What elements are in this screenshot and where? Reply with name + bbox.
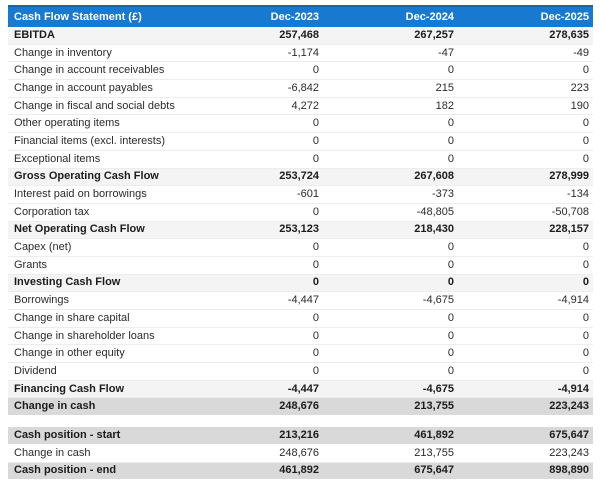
table-row — [8, 45, 593, 63]
row-value: -4,447 — [287, 383, 319, 395]
row-value: 257,468 — [279, 29, 319, 41]
row-label: Change in inventory — [14, 47, 112, 59]
row-value: 0 — [447, 330, 454, 342]
section-gap — [8, 416, 593, 427]
table-row — [8, 292, 593, 310]
row-value: 0 — [582, 118, 589, 130]
row-value: 0 — [312, 365, 319, 377]
row-value: -373 — [431, 189, 454, 201]
row-value: -48,805 — [416, 206, 454, 218]
row-value: 0 — [582, 365, 589, 377]
row-label: Change in shareholder loans — [14, 330, 155, 342]
row-value: 0 — [312, 259, 319, 271]
table-row — [8, 27, 593, 45]
table-row — [8, 328, 593, 346]
row-value: 248,676 — [279, 447, 319, 459]
row-value: 0 — [582, 330, 589, 342]
row-value: -4,914 — [557, 383, 589, 395]
row-value: 0 — [312, 153, 319, 165]
row-value: 223 — [570, 82, 589, 94]
row-label: Financing Cash Flow — [14, 383, 125, 395]
row-label: Financial items (excl. interests) — [14, 135, 165, 147]
row-value: 898,890 — [549, 465, 589, 477]
row-value: 675,647 — [549, 429, 589, 441]
table-row — [8, 222, 593, 240]
table-row — [8, 204, 593, 222]
table-row — [8, 463, 593, 481]
row-value: 267,608 — [414, 171, 454, 183]
row-value: 0 — [312, 348, 319, 360]
row-label: Other operating items — [14, 118, 120, 130]
row-value: -49 — [573, 47, 589, 59]
row-value: -4,675 — [422, 295, 454, 307]
row-value: 218,430 — [414, 224, 454, 236]
row-label: Grants — [14, 259, 48, 271]
row-value: -601 — [296, 189, 319, 201]
row-value: 0 — [582, 259, 589, 271]
row-label: Borrowings — [14, 295, 70, 307]
row-value: 0 — [312, 118, 319, 130]
row-label: Change in other equity — [14, 348, 125, 360]
table-row — [8, 98, 593, 116]
row-value: 0 — [312, 65, 319, 77]
row-value: 278,999 — [549, 171, 589, 183]
row-value: -47 — [438, 47, 454, 59]
row-value: 213,216 — [279, 429, 319, 441]
row-value: 0 — [447, 348, 454, 360]
row-label: Change in account receivables — [14, 65, 165, 77]
table-row — [8, 133, 593, 151]
row-label: EBITDA — [14, 29, 55, 41]
row-value: 0 — [447, 242, 454, 254]
column-header-dec-2025: Dec-2025 — [540, 11, 589, 23]
row-value: -1,174 — [287, 47, 319, 59]
row-label: Change in fiscal and social debts — [14, 100, 175, 112]
row-value: -4,447 — [287, 295, 319, 307]
row-label: Gross Operating Cash Flow — [14, 171, 159, 183]
row-value: 223,243 — [549, 401, 589, 413]
table-row — [8, 363, 593, 381]
row-label: Cash position - start — [14, 429, 121, 441]
table-row — [8, 257, 593, 275]
row-value: 675,647 — [414, 465, 454, 477]
row-label: Capex (net) — [14, 242, 72, 254]
table-row — [8, 186, 593, 204]
row-label: Dividend — [14, 365, 57, 377]
row-label: Corporation tax — [14, 206, 90, 218]
table-row — [8, 427, 593, 445]
row-value: 213,755 — [414, 447, 454, 459]
row-value: 4,272 — [291, 100, 319, 112]
row-label: Change in cash — [14, 447, 91, 459]
table-row — [8, 381, 593, 399]
row-value: 0 — [582, 348, 589, 360]
column-header-dec-2023: Dec-2023 — [270, 11, 319, 23]
row-value: -50,708 — [551, 206, 589, 218]
table-row — [8, 275, 593, 293]
row-value: 461,892 — [414, 429, 454, 441]
row-value: 0 — [312, 330, 319, 342]
table-row — [8, 398, 593, 416]
row-value: -4,675 — [422, 383, 454, 395]
row-value: 0 — [312, 242, 319, 254]
row-label: Change in share capital — [14, 312, 130, 324]
row-value: 0 — [582, 312, 589, 324]
row-value: 461,892 — [279, 465, 319, 477]
row-value: 0 — [312, 312, 319, 324]
table-row — [8, 345, 593, 363]
row-label: Exceptional items — [14, 153, 101, 165]
row-value: 0 — [312, 277, 319, 289]
row-value: 0 — [582, 65, 589, 77]
row-label: Change in account payables — [14, 82, 153, 94]
row-value: 0 — [312, 206, 319, 218]
table-row — [8, 62, 593, 80]
table-row — [8, 151, 593, 169]
row-value: 0 — [447, 118, 454, 130]
row-value: 0 — [447, 365, 454, 377]
table-title: Cash Flow Statement (£) — [14, 11, 142, 23]
table-header-row — [8, 5, 593, 27]
row-label: Change in cash — [14, 401, 96, 413]
row-value: 0 — [312, 135, 319, 147]
row-value: 0 — [447, 277, 454, 289]
row-value: 0 — [582, 153, 589, 165]
row-value: 215 — [435, 82, 454, 94]
row-label: Cash position - end — [14, 465, 117, 477]
row-value: 253,123 — [279, 224, 319, 236]
row-value: 248,676 — [279, 401, 319, 413]
row-value: 0 — [447, 312, 454, 324]
row-value: 0 — [582, 135, 589, 147]
row-value: 190 — [570, 100, 589, 112]
row-value: 253,724 — [279, 171, 319, 183]
cash-flow-statement-table — [8, 5, 593, 480]
row-value: 278,635 — [549, 29, 589, 41]
table-body — [8, 27, 593, 480]
row-value: 0 — [447, 135, 454, 147]
row-label: Investing Cash Flow — [14, 277, 121, 289]
row-value: 0 — [447, 259, 454, 271]
row-label: Net Operating Cash Flow — [14, 224, 145, 236]
row-value: 0 — [447, 153, 454, 165]
row-value: 0 — [447, 65, 454, 77]
row-value: -134 — [566, 189, 589, 201]
table-row — [8, 445, 593, 463]
row-label: Interest paid on borrowings — [14, 189, 147, 201]
column-header-dec-2024: Dec-2024 — [405, 11, 454, 23]
table-row — [8, 239, 593, 257]
row-value: 182 — [435, 100, 454, 112]
table-row — [8, 169, 593, 187]
table-row — [8, 80, 593, 98]
row-value: 0 — [582, 242, 589, 254]
row-value: 223,243 — [549, 447, 589, 459]
row-value: 213,755 — [414, 401, 454, 413]
table-row — [8, 310, 593, 328]
row-value: -4,914 — [557, 295, 589, 307]
row-value: 0 — [582, 277, 589, 289]
row-value: 228,157 — [549, 224, 589, 236]
row-value: 267,257 — [414, 29, 454, 41]
table-row — [8, 115, 593, 133]
row-value: -6,842 — [287, 82, 319, 94]
